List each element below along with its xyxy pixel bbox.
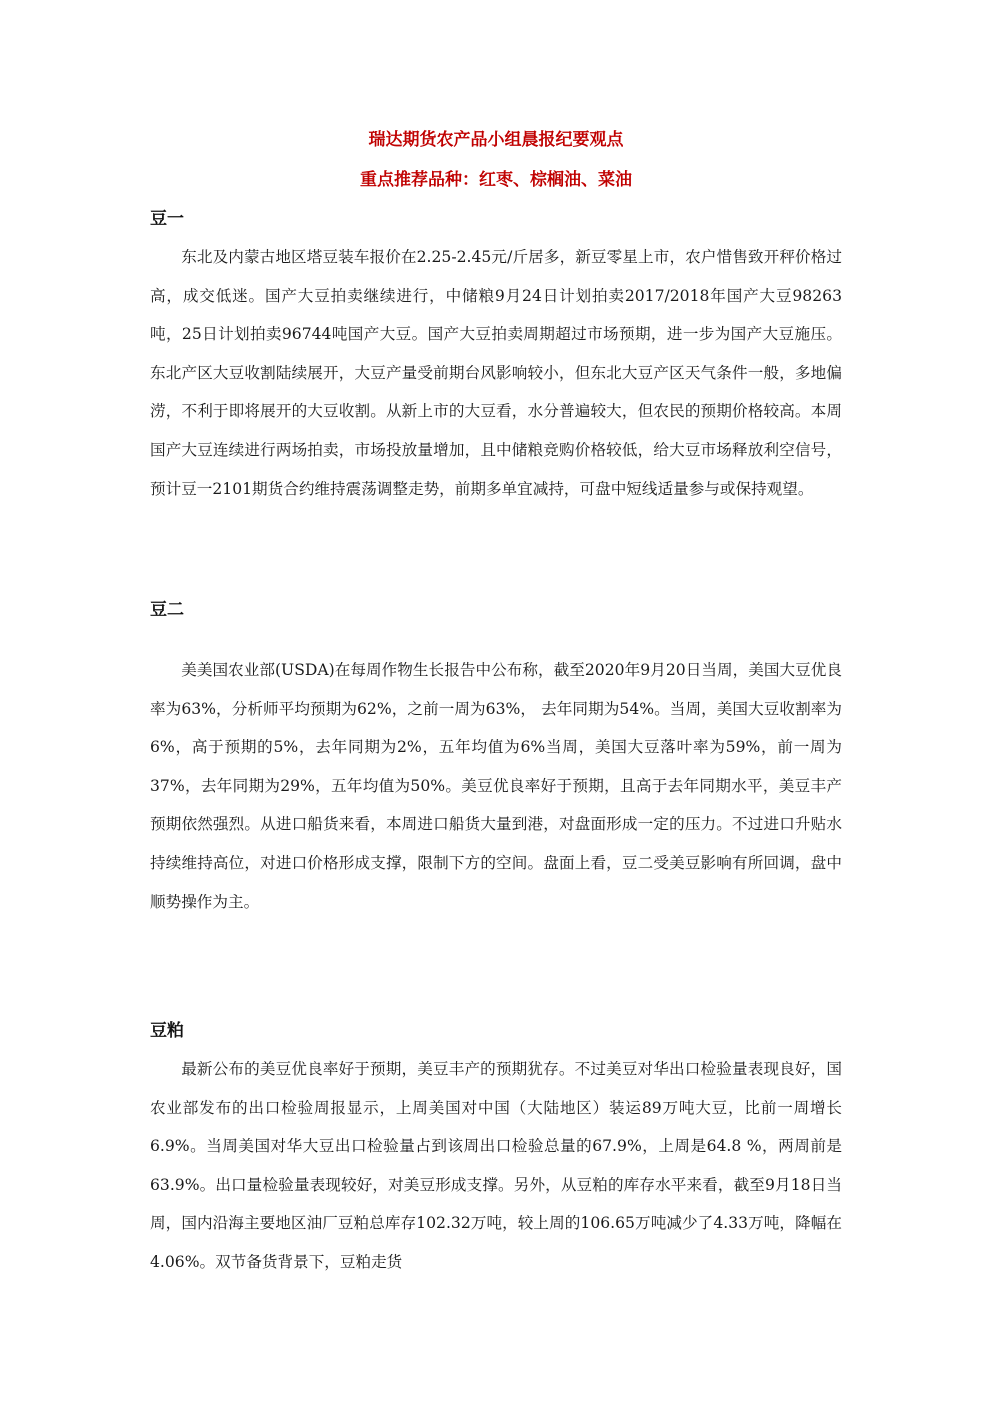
section-heading-douer: 豆二: [150, 600, 184, 620]
section-body-doupo: 最新公布的美豆优良率好于预期，美豆丰产的预期犹存。不过美豆对华出口检验量表现良好，国农业部发布的出口检验周报显示，上周美国对中国（大陆地区）装运89万吨大豆，比前一周增长6.9%。当周美国对华大豆出口检验量占到该周出口检验总量的67.9%，上周是64.8 %，两周前是63.9%。出口量检验量表现较好，对美豆形成支撑。另外，从豆粕的库存水平来看，截至9月18日当周，国内沿海主要地区油厂豆粕总库存102.32万吨，较上周的106.65万吨减少了4.33万吨，降幅在4.06%。双节备货背景下，豆粕走货: [150, 1060, 842, 1271]
section-body-douer: 美美国农业部(USDA)在每周作物生长报告中公布称，截至2020年9月20日当周，美国大豆优良率为63%，分析师平均预期为62%，之前一周为63%， 去年同期为54%。当周，美国大豆收割率为6%，高于预期的5%，去年同期为2%，五年均值为6%当周，美国大豆落叶率为59%，前一周为37%，去年同期为29%，五年均值为50%。美豆优良率好于预期，且高于去年同期水平，美豆丰产预期依然强烈。从进口船货来看，本周进口船货大量到港，对盘面形成一定的压力。不过进口升贴水持续维持高位，对进口价格形成支撑，限制下方的空间。盘面上看，豆二受美豆影响有所回调，盘中顺势操作为主。: [150, 661, 842, 911]
document-title: 瑞达期货农产品小组晨报纪要观点: [368, 130, 624, 150]
document-subtitle: 重点推荐品种：红枣、棕榈油、菜油: [360, 170, 632, 190]
section-heading-doupo: 豆粕: [150, 1021, 184, 1041]
section-heading-douyi: 豆一: [150, 209, 184, 229]
section-body-douyi: 东北及内蒙古地区塔豆装车报价在2.25-2.45元/斤居多，新豆零星上市，农户惜售致开秤价格过高，成交低迷。国产大豆拍卖继续进行，中储粮9月24日计划拍卖2017/2018年国产大豆98263吨，25日计划拍卖96744吨国产大豆。国产大豆拍卖周期超过市场预期，进一步为国产大豆施压。东北产区大豆收割陆续展开，大豆产量受前期台风影响较小，但东北大豆产区天气条件一般，多地偏涝，不利于即将展开的大豆收割。从新上市的大豆看，水分普遍较大，但农民的预期价格较高。本周国产大豆连续进行两场拍卖，市场投放量增加，且中储粮竞购价格较低，给大豆市场释放利空信号，预计豆一2101期货合约维持震荡调整走势，前期多单宜减持，可盘中短线适量参与或保持观望。: [150, 248, 842, 498]
